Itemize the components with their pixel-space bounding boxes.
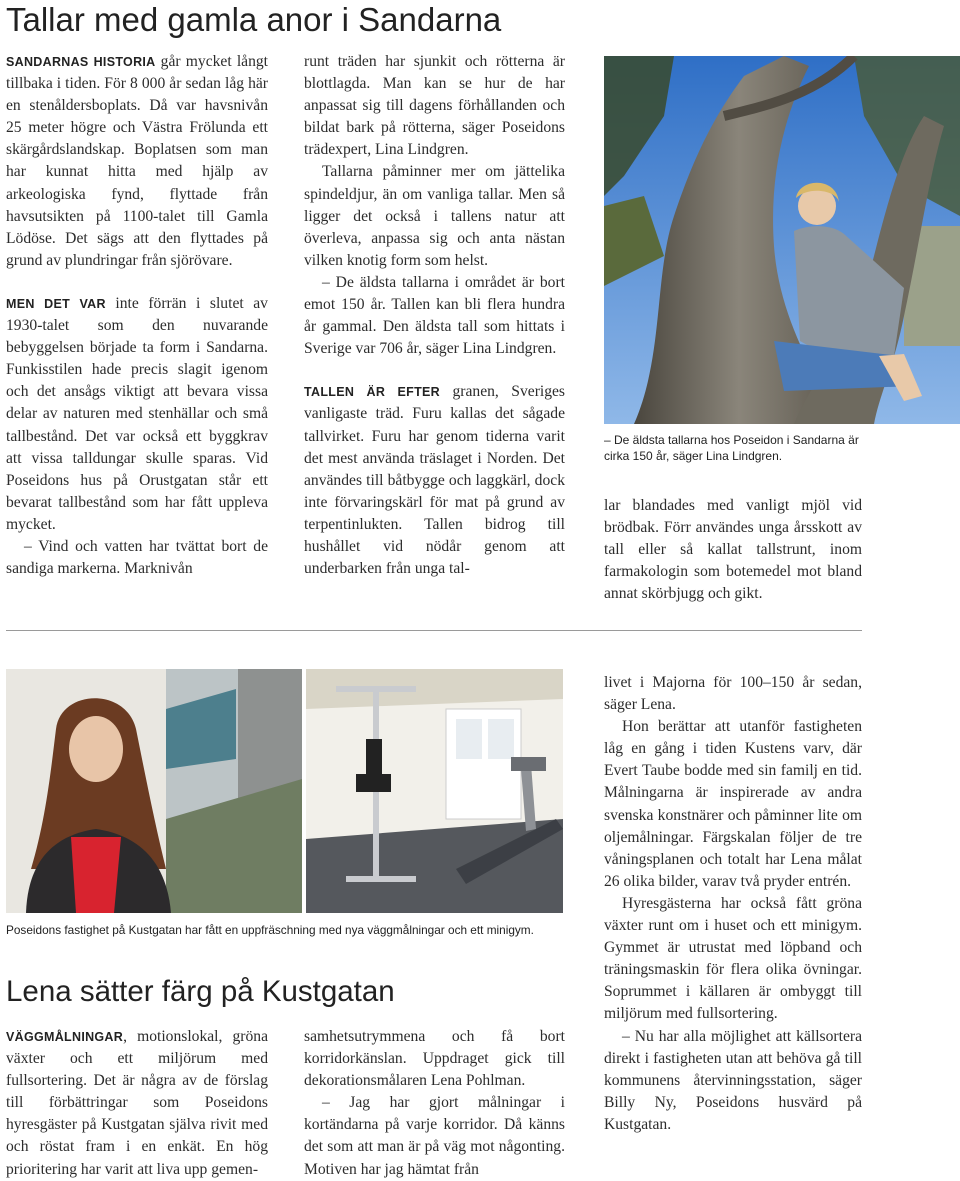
minigym-photo: [306, 669, 563, 913]
article2-column-2: [304, 1026, 565, 1181]
paragraph: Hon berättar att utanför fastigheten låg en gång i tiden Kustens varv, där Evert Taube bodde med sin familj en tid. Målningarna är inspirerade av andra svenska konstnärer och påminner lite om oljemålningar. Färgskalan följer de tre våningsplanen och totalt har Lena målat 26 olika bilder, varav två pryder entrén.: [604, 718, 862, 890]
paragraph: – Nu har alla möjlighet att källsortera direkt i fastigheten utan att behöva gå till kommunens återvinningsstation, säger Billy Ny, Poseidons husvärd på Kustgatan.: [604, 1027, 862, 1133]
article2-headline: Lena sätter färg på Kustgatan: [6, 975, 395, 1008]
lead-in: SANDARNAS HISTORIA: [6, 55, 156, 69]
pine-tree-photo: [604, 56, 960, 424]
paragraph: – Jag har gjort målningar i kortändarna på varje korridor. Då känns det som att man är på väg mot någonting. Motiven har jag hämtat från: [304, 1094, 565, 1178]
gym-photo-caption: Poseidons fastighet på Kustgatan har fått en uppfräschning med nya väggmålningar och ett minigym.: [6, 923, 534, 937]
paragraph: runt träden har sjunkit och rötterna är blottlagda. Man kan se hur de har anpassat sig till dagens förhållanden och bildat bark på rötterna, säger Poseidons trädexpert, Lina Lindgren.: [304, 53, 565, 159]
article1-column-1: [6, 51, 268, 580]
lead-in: MEN DET VAR: [6, 296, 106, 311]
paragraph: SANDARNAS HISTORIA går mycket långt tillbaka i tiden. För 8 000 år sedan låg här en stenåldersboplats. Då var havsnivån 25 meter högre och Västra Frölunda ett skärgårdslandskap. Boplatsen som man har kunnat hitta med hjälp av arkeologiska fynd, flyttade från havsutsikten på 1100-talet till Gamla Lödöse. Det sägs att den flyttades på grund av plundringar från sjörövare.: [6, 53, 269, 269]
paragraph: MEN DET VAR inte förrän i slutet av 1930-talet som den nuvarande bebyggelsen började ta form i Sandarna. Funkisstilen hade precis slagit igenom och det ansågs viktigt att bevara vissa delar av naturen med stenhällar och små tallbestånd. Det var också ett byggkrav att vissa talldungar skulle sparas. Vid Poseidons hus på Orustgatan står ett bevarat tallbestånd som har fått uppleva mycket.: [6, 294, 268, 533]
paragraph: TALLEN ÄR EFTER granen, Sveriges vanligaste träd. Furu kallas det sågade tallvirket. Furu har genom tiderna varit det mest använda träslaget i Norden. Det användes till båtbygge och laggkärl, dock inte förvaringskärl för mat på grund av terpentinlukten. Tallen bidrog till hushållet vid nödår genom att underbarken från unga tal-: [304, 383, 566, 578]
paragraph: livet i Majorna för 100–150 år sedan, säger Lena.: [604, 674, 862, 714]
lena-portrait-photo: [6, 669, 302, 913]
section-divider: [6, 630, 862, 631]
paragraph: – Vind och vatten har tvättat bort de sandiga markerna. Marknivån: [6, 537, 268, 578]
paragraph: lar blandades med vanligt mjöl vid brödbak. Förr användes unga årsskott av tall eller så kallat tallstrunt, inom farmakologin som botemedel mot bland annat skörbjugg och gikt.: [604, 497, 862, 603]
paragraph: Tallarna påminner mer om jättelika spindeldjur, än om vanliga tallar. Men så ligger det också i tallens natur att överleva, anpassa sig och anta nästan vilken knotig form som helst.: [304, 163, 565, 269]
paragraph: VÄGGMÅLNINGAR, motionslokal, gröna växter och ett miljörum med fullsortering. Det är några av de förslag till förbättringar som Poseidons hyresgäster på Kustgatan själva rivit med och röstat fram i en enkät. En hög prioritering har varit att liva upp gemen-: [6, 1028, 268, 1178]
lead-in: VÄGGMÅLNINGAR: [6, 1030, 124, 1044]
article2-column-3: [604, 672, 862, 1136]
article2-column-1: [6, 1026, 268, 1181]
tree-photo-caption: – De äldsta tallarna hos Poseidon i Sandarna är cirka 150 år, säger Lina Lindgren.: [604, 433, 859, 463]
paragraph: Hyresgästerna har också fått gröna växter runt om i huset och ett minigym. Gymmet är utrustat med löpband och träningsmaskin för flera olika övningar. Soprummet i källaren är ombyggt till miljörum med fullsortering.: [604, 894, 862, 1023]
article1-headline: Tallar med gamla anor i Sandarna: [6, 1, 502, 38]
article1-column-3: [604, 495, 862, 605]
lead-in: TALLEN ÄR EFTER: [304, 385, 441, 400]
paragraph: – De äldsta tallarna i området är bort emot 150 år. Tallen kan bli flera hundra år gammal. Den äldsta tall som hittats i Sverige var 706 år, säger Lina Lindgren.: [304, 273, 565, 358]
paragraph: samhetsutrymmena och få bort korridorkänslan. Uppdraget gick till dekorationsmålaren Lena Pohlman.: [304, 1028, 565, 1090]
article1-column-2: [304, 51, 565, 580]
